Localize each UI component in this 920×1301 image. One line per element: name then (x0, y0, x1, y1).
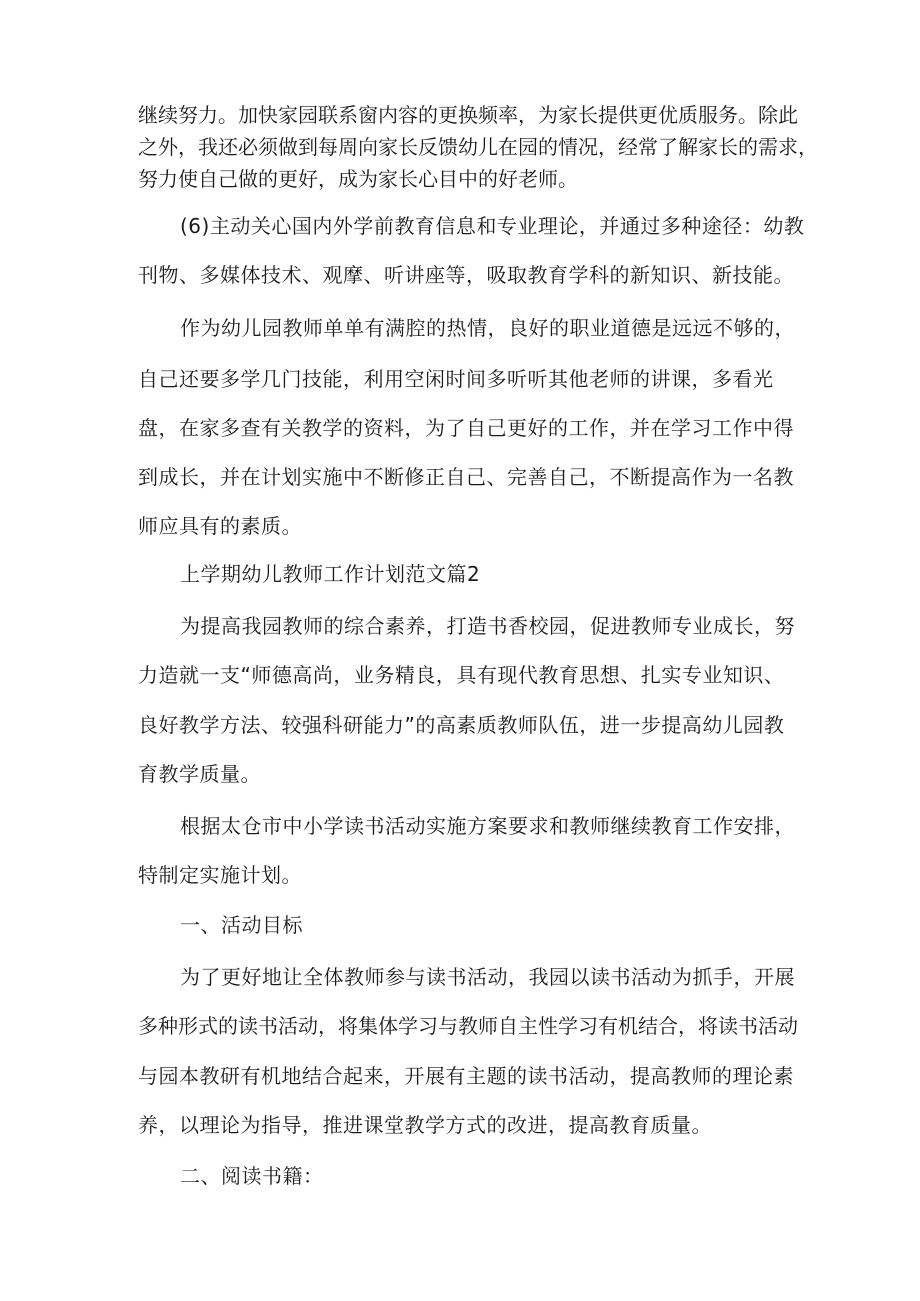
paragraph-item-6-line-1: (6)主动关心国内外学前教育信息和专业理论，并通过多种途径：幼教 (180, 214, 805, 238)
paragraph-continuation-line-2: 之外，我还必须做到每周向家长反馈幼儿在园的情况，经常了解家长的需求， (138, 135, 818, 159)
paragraph-purpose-line-3: 良好教学方法、较强科研能力”的高素质教师队伍，进一步提高幼儿园教 (138, 713, 785, 737)
section-title-2: 上学期幼儿教师工作计划范文篇2 (180, 562, 481, 586)
paragraph-goals-line-1: 为了更好地让全体教师参与读书活动，我园以读书活动为抓手，开展 (180, 965, 795, 989)
paragraph-goals-line-2: 多种形式的读书活动，将集体学习与教师自主性学习有机结合，将读书活动 (138, 1014, 798, 1038)
heading-activity-goals: 一、活动目标 (180, 913, 303, 937)
paragraph-teacher-skills-line-3: 盘，在家多查有关教学的资料，为了自己更好的工作，并在学习工作中得 (138, 416, 794, 440)
heading-reading-books: 二、阅读书籍： (180, 1164, 324, 1188)
paragraph-teacher-skills-line-5: 师应具有的素质。 (138, 514, 302, 538)
paragraph-teacher-skills-line-2: 自己还要多学几门技能，利用空闲时间多听听其他老师的讲课，多看光 (138, 367, 774, 391)
paragraph-goals-line-4: 养，以理论为指导，推进课堂教学方式的改进，提高教育质量。 (138, 1113, 712, 1137)
paragraph-purpose-line-4: 育教学质量。 (138, 762, 261, 786)
paragraph-item-6-line-2: 刊物、多媒体技术、观摩、听讲座等，吸取教育学科的新知识、新技能。 (138, 263, 794, 287)
paragraph-basis-line-2: 特制定实施计划。 (138, 863, 302, 887)
paragraph-basis-line-1: 根据太仓市中小学读书活动实施方案要求和教师继续教育工作安排， (180, 814, 795, 838)
paragraph-continuation-line-3: 努力使自己做的更好，成为家长心目中的好老师。 (138, 167, 578, 191)
paragraph-purpose-line-2: 力造就一支“师德高尚，业务精良，具有现代教育思想、扎实专业知识、 (138, 663, 785, 687)
paragraph-goals-line-3: 与园本教研有机地结合起来，开展有主题的读书活动，提高教师的理论素 (138, 1064, 794, 1088)
paragraph-purpose-line-1: 为提高我园教师的综合素养，打造书香校园，促进教师专业成长，努 (180, 614, 795, 638)
paragraph-continuation-line-1: 继续努力。加快家园联系窗内容的更换频率，为家长提供更优质服务。除此 (138, 103, 798, 127)
paragraph-teacher-skills-line-4: 到成长，并在计划实施中不断修正自己、完善自己，不断提高作为一名教 (138, 465, 794, 489)
paragraph-teacher-skills-line-1: 作为幼儿园教师单单有满腔的热情，良好的职业道德是远远不够的， (180, 316, 795, 340)
